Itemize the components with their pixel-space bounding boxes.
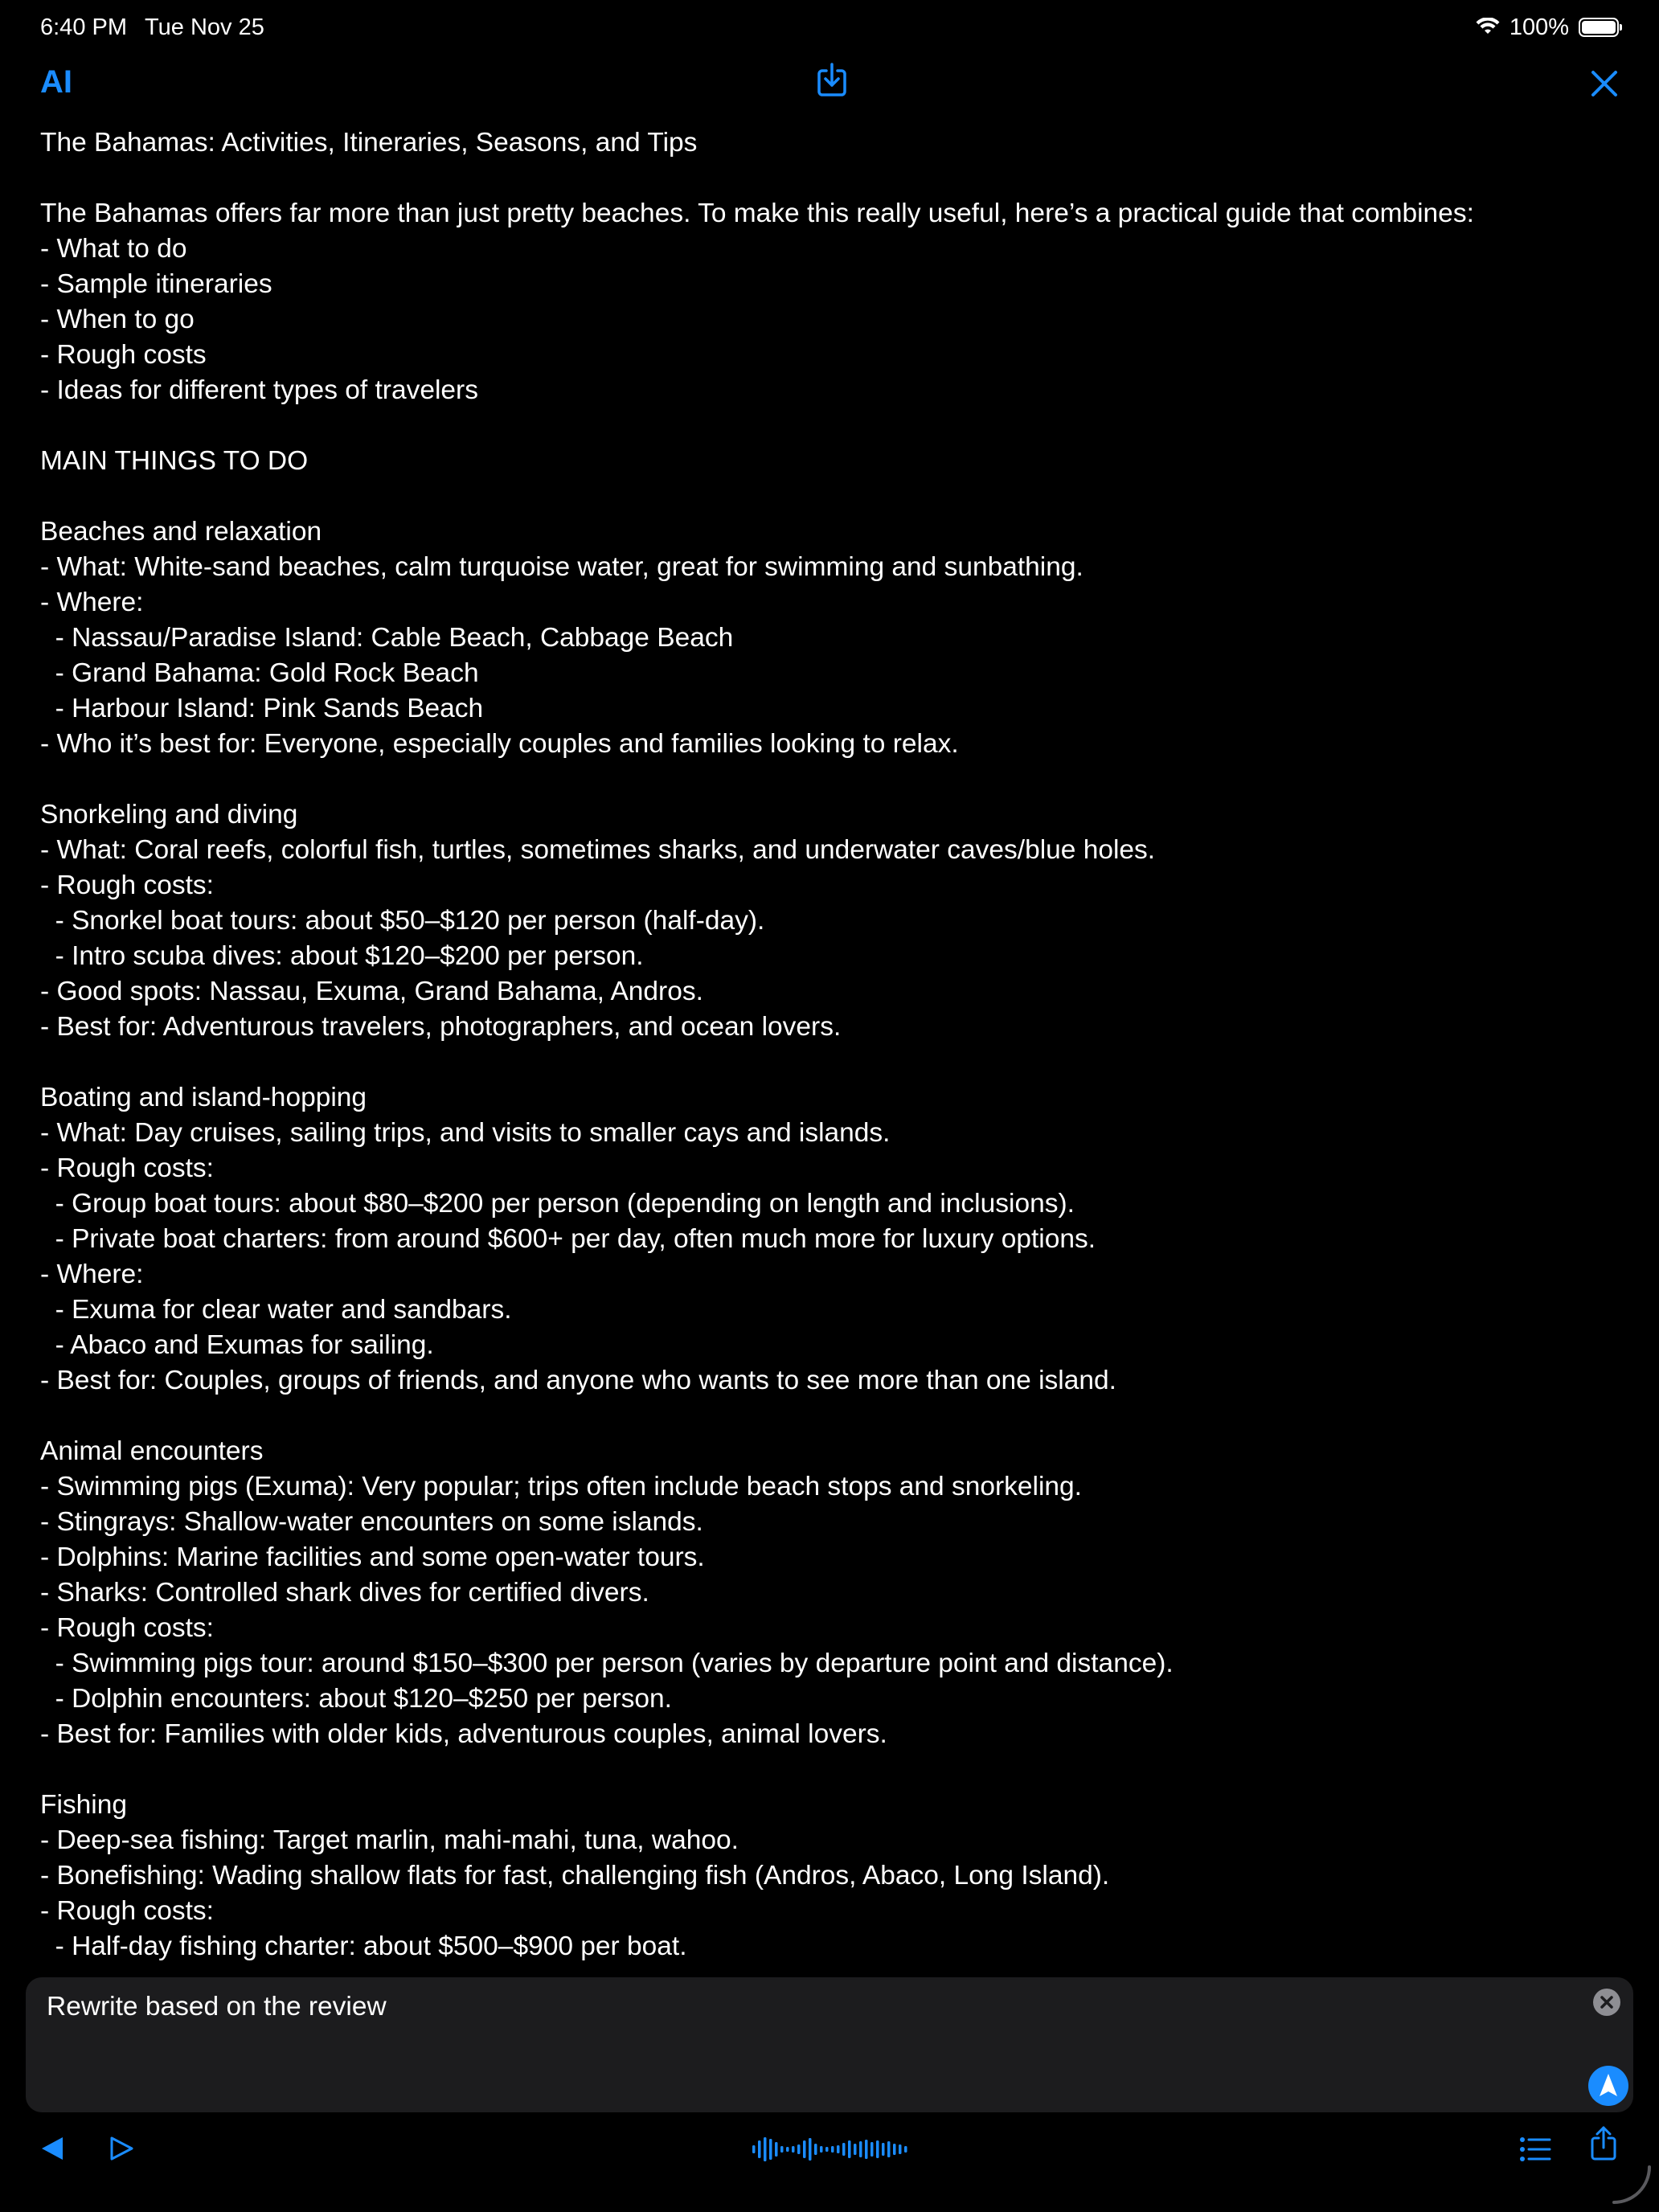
blank-line xyxy=(40,408,1619,444)
clear-icon xyxy=(1593,1989,1620,2016)
close-icon xyxy=(1590,69,1619,98)
text-line: - Private boat charters: from around $600+ per day, often much more for luxury options. xyxy=(40,1224,1096,1254)
text-line: - Who it’s best for: Everyone, especially couples and families looking to relax. xyxy=(40,729,959,759)
list-icon xyxy=(1519,2136,1551,2162)
waveform-bar xyxy=(859,2141,862,2157)
text-line: - Deep-sea fishing: Target marlin, mahi-mahi, tuna, wahoo. xyxy=(40,1825,739,1855)
clear-button[interactable] xyxy=(1593,1989,1620,2016)
text-line: Snorkeling and diving xyxy=(40,800,298,830)
text-line: - Rough costs: xyxy=(40,1613,214,1643)
top-bar xyxy=(40,56,1619,113)
prompt-input[interactable]: Rewrite based on the review xyxy=(47,1992,387,2022)
waveform-bar xyxy=(848,2140,851,2158)
waveform-bar xyxy=(809,2138,812,2161)
waveform-bar xyxy=(752,2145,756,2153)
text-line: The Bahamas offers far more than just pretty beaches. To make this really useful, here’s a practical guide that combines: xyxy=(40,199,1474,228)
text-line: - Sample itineraries xyxy=(40,269,272,299)
status-date: Tue Nov 25 xyxy=(145,14,264,40)
send-button[interactable] xyxy=(1588,2066,1628,2106)
waveform-bar xyxy=(814,2144,817,2155)
text-line: Fishing xyxy=(40,1790,127,1820)
wifi-icon xyxy=(1476,18,1500,37)
blank-line xyxy=(40,161,1619,196)
status-time: 6:40 PM xyxy=(40,14,127,40)
text-line: - Snorkel boat tours: about $50–$120 per person (half-day). xyxy=(40,906,765,936)
text-line: The Bahamas: Activities, Itineraries, Seasons, and Tips xyxy=(40,128,698,158)
waveform-bar xyxy=(820,2146,823,2153)
status-bar xyxy=(40,11,1619,43)
text-line: - What: Day cruises, sailing trips, and visits to smaller cays and islands. xyxy=(40,1118,891,1148)
text-line: - Where: xyxy=(40,588,144,617)
text-line: - Rough costs: xyxy=(40,1896,214,1926)
text-line: - Where: xyxy=(40,1260,144,1289)
waveform-bar xyxy=(882,2143,885,2156)
previous-button[interactable] xyxy=(39,2135,66,2166)
text-line: - When to go xyxy=(40,305,195,334)
waveform-bar xyxy=(803,2140,806,2158)
text-line: - Intro scuba dives: about $120–$200 per person. xyxy=(40,941,644,971)
text-line: - Ideas for different types of travelers xyxy=(40,375,478,405)
blank-line xyxy=(40,1399,1619,1434)
text-line: - What to do xyxy=(40,234,187,264)
resize-handle-icon[interactable] xyxy=(1611,2164,1653,2206)
blank-line xyxy=(40,479,1619,514)
text-line: Animal encounters xyxy=(40,1436,264,1466)
text-line: - What: White-sand beaches, calm turquoise water, great for swimming and sunbathing. xyxy=(40,552,1083,582)
download-button[interactable] xyxy=(816,61,848,98)
send-icon xyxy=(1588,2066,1628,2106)
text-line: Boating and island-hopping xyxy=(40,1083,367,1112)
list-button[interactable] xyxy=(1519,2136,1551,2166)
share-icon xyxy=(1590,2125,1617,2161)
text-line: - Rough costs xyxy=(40,340,207,370)
text-line: - Best for: Adventurous travelers, photographers, and ocean lovers. xyxy=(40,1012,842,1042)
blank-line xyxy=(40,762,1619,797)
voice-button[interactable] xyxy=(748,2133,908,2169)
text-line: - Half-day fishing charter: about $500–$900 per boat. xyxy=(40,1931,687,1961)
text-line: - Good spots: Nassau, Exuma, Grand Bahama, Andros. xyxy=(40,977,703,1006)
waveform-bar xyxy=(893,2144,896,2155)
waveform-bar xyxy=(899,2144,902,2154)
waveform-bar xyxy=(786,2147,789,2152)
share-button[interactable] xyxy=(1590,2125,1617,2165)
download-icon xyxy=(816,61,848,98)
waveform-bar xyxy=(758,2140,761,2158)
text-line: - Grand Bahama: Gold Rock Beach xyxy=(40,658,479,688)
response-text-area[interactable] xyxy=(40,125,1619,1961)
text-line: - Group boat tours: about $80–$200 per person (depending on length and inclusions). xyxy=(40,1189,1075,1219)
waveform-bar xyxy=(769,2139,772,2160)
waveform-bar xyxy=(842,2143,846,2156)
status-indicators xyxy=(1476,14,1619,41)
waveform-bar xyxy=(792,2146,795,2153)
text-line: - Stingrays: Shallow-water encounters on some islands. xyxy=(40,1507,703,1537)
text-line: - Dolphins: Marine facilities and some open-water tours. xyxy=(40,1542,705,1572)
next-button[interactable] xyxy=(108,2135,135,2166)
waveform-bar xyxy=(780,2146,784,2153)
waveform-bar xyxy=(865,2140,868,2159)
text-line: - Dolphin encounters: about $120–$250 per person. xyxy=(40,1684,672,1714)
text-line: MAIN THINGS TO DO xyxy=(40,446,309,476)
waveform-bar xyxy=(876,2140,879,2158)
waveform-bar xyxy=(854,2144,857,2155)
waveform-bar xyxy=(887,2141,891,2157)
text-line: - What: Coral reefs, colorful fish, turtles, sometimes sharks, and underwater caves/blue holes. xyxy=(40,835,1156,865)
close-button[interactable] xyxy=(1590,69,1619,98)
text-line: - Swimming pigs (Exuma): Very popular; trips often include beach stops and snorkeling. xyxy=(40,1472,1082,1501)
battery-icon xyxy=(1579,18,1619,37)
text-line: - Best for: Families with older kids, adventurous couples, animal lovers. xyxy=(40,1719,887,1749)
voice-waveform-icon xyxy=(748,2133,908,2165)
prompt-input-box[interactable] xyxy=(26,1977,1633,2112)
waveform-bar xyxy=(825,2147,829,2152)
waveform-bar xyxy=(870,2142,874,2157)
waveform-bar xyxy=(904,2146,907,2153)
text-line: - Abaco and Exumas for sailing. xyxy=(40,1330,434,1360)
battery-percent: 100% xyxy=(1509,14,1569,40)
text-line: - Best for: Couples, groups of friends, and anyone who wants to see more than one island. xyxy=(40,1366,1116,1395)
waveform-bar xyxy=(797,2144,801,2154)
waveform-bar xyxy=(764,2137,767,2161)
battery-fill xyxy=(1582,21,1616,34)
text-line: - Swimming pigs tour: around $150–$300 per person (varies by departure point and distance). xyxy=(40,1649,1174,1678)
next-icon xyxy=(108,2135,135,2162)
text-line: - Exuma for clear water and sandbars. xyxy=(40,1295,512,1325)
text-line: Beaches and relaxation xyxy=(40,517,322,547)
app-title: AI xyxy=(40,64,72,100)
waveform-bar xyxy=(831,2146,834,2153)
text-line: - Sharks: Controlled shark dives for certified divers. xyxy=(40,1578,649,1608)
blank-line xyxy=(40,1752,1619,1788)
bottom-toolbar xyxy=(0,2125,1659,2173)
waveform-bar xyxy=(837,2145,840,2153)
previous-icon xyxy=(39,2135,66,2162)
waveform-bar xyxy=(775,2142,778,2157)
text-line: - Bonefishing: Wading shallow flats for fast, challenging fish (Andros, Abaco, Long Island). xyxy=(40,1861,1110,1890)
text-line: - Nassau/Paradise Island: Cable Beach, Cabbage Beach xyxy=(40,623,734,653)
text-line: - Rough costs: xyxy=(40,1153,214,1183)
blank-line xyxy=(40,1045,1619,1080)
text-line: - Rough costs: xyxy=(40,870,214,900)
text-line: - Harbour Island: Pink Sands Beach xyxy=(40,694,484,723)
